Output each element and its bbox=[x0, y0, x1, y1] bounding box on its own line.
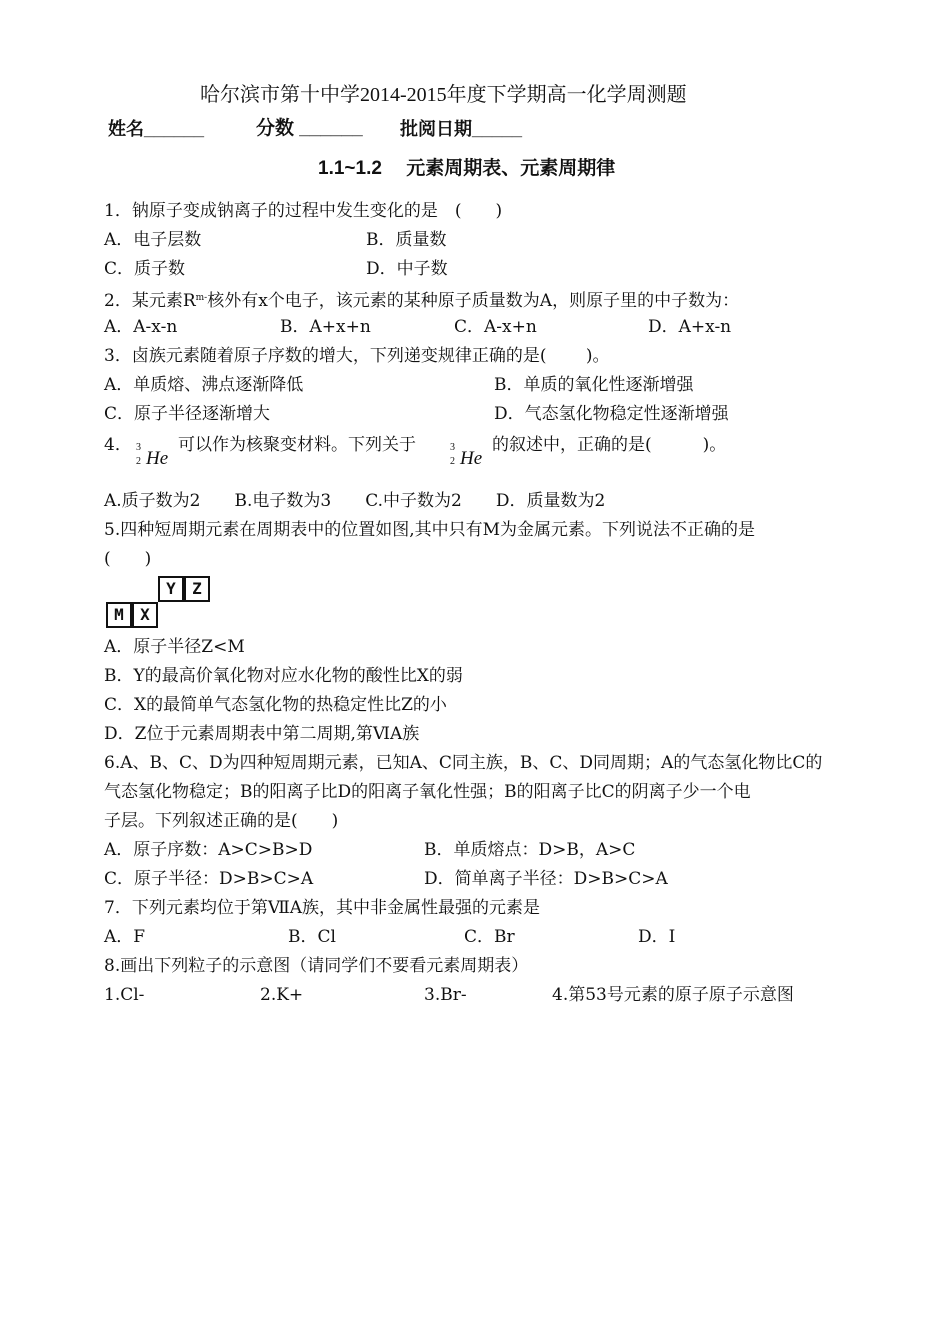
isotope-symbol: He bbox=[460, 448, 483, 469]
q5-option-d: D．Z位于元素周期表中第二周期,第ⅥA族 bbox=[104, 724, 420, 744]
q3-option-c: C．原子半径逐渐增大 bbox=[104, 404, 271, 424]
q2-option-c: C．A-x+n bbox=[454, 317, 537, 337]
q8-particle-3: 3.Br- bbox=[424, 985, 467, 1005]
worksheet-title: 哈尔滨市第十中学2014-2015年度下学期高一化学周测题 bbox=[200, 84, 687, 106]
q6-option-b: B．单质熔点：D>B，A>C bbox=[424, 840, 636, 860]
q6-option-d: D．简单离子半径：D>B>C>A bbox=[424, 869, 668, 889]
q4-options: A.质子数为2 B.电子数为3 C.中子数为2 D．质量数为2 bbox=[104, 491, 606, 511]
q8-particle-4: 4.第53号元素的原子原子示意图 bbox=[552, 985, 794, 1005]
q4-stem-end: 的叙述中，正确的是( )。 bbox=[492, 435, 727, 455]
q7-option-a: A．F bbox=[104, 927, 146, 947]
q8-stem: 8.画出下列粒子的示意图（请同学们不要看元素周期表） bbox=[104, 956, 529, 976]
q1-option-a: A．电子层数 bbox=[104, 230, 202, 250]
helium-3-isotope-2 bbox=[450, 442, 490, 472]
q5-option-b: B．Y的最高价氧化物对应水化物的酸性比X的弱 bbox=[104, 666, 463, 686]
q1-stem: 1．钠原子变成钠离子的过程中发生变化的是 ( ) bbox=[104, 201, 503, 221]
isotope-mass-number: 3 bbox=[450, 442, 455, 453]
cell-m: M bbox=[106, 602, 132, 628]
q2-stem bbox=[104, 287, 739, 312]
q7-option-c: C．Br bbox=[464, 927, 515, 947]
q8-particle-1: 1.Cl- bbox=[104, 985, 145, 1005]
q5-option-a: A．原子半径Z<M bbox=[104, 637, 245, 657]
q6-stem-line2: 气态氢化物稳定；B的阳离子比D的阳离子氧化性强；B的阳离子比C的阴离子少一个电 bbox=[104, 782, 751, 802]
cell-x: X bbox=[132, 602, 158, 628]
review-date-label: 批阅日期_____ bbox=[400, 119, 523, 139]
isotope-symbol: He bbox=[146, 448, 169, 469]
q2-stem-superscript: m- bbox=[195, 293, 208, 303]
q2-option-b: B．A+x+n bbox=[280, 317, 371, 337]
q1-option-c: C．质子数 bbox=[104, 259, 186, 279]
q5-option-c: C．X的最简单气态氢化物的热稳定性比Z的小 bbox=[104, 695, 447, 715]
q6-option-a: A．原子序数：A>C>B>D bbox=[104, 840, 313, 860]
q3-option-d: D．气态氢化物稳定性逐渐增强 bbox=[494, 404, 729, 424]
q4-stem-mid: 可以作为核聚变材料。下列关于 bbox=[178, 435, 416, 455]
q4-number: 4． bbox=[104, 435, 132, 455]
q2-stem-pre: 2．某元素R bbox=[104, 291, 196, 311]
q5-stem-line2: ( ) bbox=[104, 549, 152, 569]
name-field-label: 姓名______ bbox=[108, 119, 205, 139]
cell-y: Y bbox=[158, 576, 184, 602]
q1-option-b: B．质量数 bbox=[366, 230, 447, 250]
q7-option-b: B．Cl bbox=[288, 927, 336, 947]
q7-option-d: D．I bbox=[638, 927, 676, 947]
section-subtitle: 1.1~1.2 元素周期表、元素周期律 bbox=[318, 158, 616, 179]
q1-option-d: D．中子数 bbox=[366, 259, 448, 279]
q2-option-a: A．A-x-n bbox=[104, 317, 178, 337]
q2-stem-post: 核外有x个电子，该元素的某种原子质量数为A，则原子里的中子数为： bbox=[207, 291, 740, 311]
isotope-mass-number: 3 bbox=[136, 442, 141, 453]
isotope-atomic-number: 2 bbox=[136, 456, 141, 467]
q6-option-c: C．原子半径：D>B>C>A bbox=[104, 869, 314, 889]
score-field-label: 分数 ______ bbox=[256, 118, 363, 139]
q2-option-d: D．A+x-n bbox=[648, 317, 732, 337]
q3-option-b: B．单质的氧化性逐渐增强 bbox=[494, 375, 694, 395]
cell-z: Z bbox=[184, 576, 210, 602]
q3-stem: 3．卤族元素随着原子序数的增大，下列递变规律正确的是( )。 bbox=[104, 346, 610, 366]
isotope-atomic-number: 2 bbox=[450, 456, 455, 467]
q5-stem-line1: 5.四种短周期元素在周期表中的位置如图,其中只有M为金属元素。下列说法不正确的是 bbox=[104, 520, 756, 540]
helium-3-isotope-1 bbox=[136, 442, 176, 472]
q6-stem-line3: 子层。下列叙述正确的是( ) bbox=[104, 811, 339, 831]
q8-particle-2: 2.K+ bbox=[260, 985, 304, 1005]
q3-option-a: A．单质熔、沸点逐渐降低 bbox=[104, 375, 304, 395]
q6-stem-line1: 6.A、B、C、D为四种短周期元素，已知A、C同主族，B、C、D同周期；A的气态氢化物比C的 bbox=[104, 753, 823, 773]
q7-stem: 7．下列元素均位于第ⅦA族，其中非金属性最强的元素是 bbox=[104, 898, 541, 918]
